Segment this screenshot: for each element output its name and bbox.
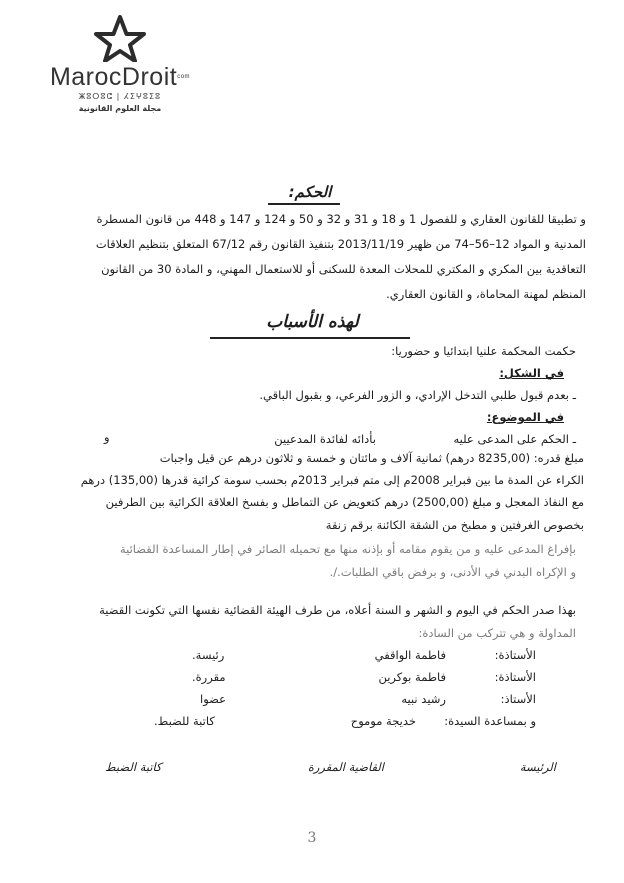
panel-name: خديجة موموح xyxy=(350,714,416,728)
merits-conjunction: و xyxy=(104,430,110,444)
reasons-underline xyxy=(210,337,410,339)
merits-line: مبلغ قدره: (8235,00 درهم) ثمانية آلاف و مائتان و خمسة و ثلاثون درهم عن قيل واجبات xyxy=(159,451,584,465)
panel-role: رئيسة. xyxy=(192,648,225,662)
reasons-heading: لهذه الأسباب xyxy=(266,312,359,332)
panel-title: الأستاذة: xyxy=(494,648,536,662)
panel-role: مقررة. xyxy=(192,670,226,684)
signature-president: الرئيسة xyxy=(519,760,556,774)
form-line: ـ بعدم قبول طلبي التدخل الإرادي، و الزور الفرعي، و بقبول الباقي. xyxy=(259,388,576,402)
ruling-title: الحكم: xyxy=(288,183,332,201)
merits-line: بخصوص الغرفتين و مطبخ من الشقة الكائنة برقم زنقة xyxy=(325,518,584,532)
logo-tifinagh: ⵥⵓⵔⵓⵛ | ⵃⵉⵖⵓⵉⵓ xyxy=(78,92,162,101)
star-icon xyxy=(94,14,146,62)
intro-line: المدنية و المواد 12–56–74 من ظهير 2013/11/19 بتنفيذ القانون رقم 67/12 المتعلق بتنظيم العلاقات xyxy=(95,237,586,251)
merits-line: الكراء عن المدة ما بين فبراير 2008م إلى متم فبراير 2013م بحسب سومة كرائية قدرها (135,00) درهم xyxy=(80,473,584,487)
closing-line: بهذا صدر الحكم في اليوم و الشهر و السنة أعلاه، من طرف الهيئة القضائية نفسها التي تكونت القضية xyxy=(99,603,576,617)
merits-defendant: ـ الحكم على المدعى عليه xyxy=(453,432,576,446)
panel-title: و بمساعدة السيدة: xyxy=(444,714,536,728)
merits-heading: في الموضوع: xyxy=(486,410,564,424)
intro-line: المنظم لمهنة المحاماة، و القانون العقاري. xyxy=(386,287,586,301)
closing-line: المداولة و هي تتركب من السادة: xyxy=(418,626,576,640)
form-heading: في الشكل: xyxy=(499,366,564,380)
panel-role: كاتبة للضبط. xyxy=(154,714,215,728)
panel-role: عضوا xyxy=(200,692,226,706)
ruling-intro: حكمت المحكمة علنيا ابتدائيا و حضوريا: xyxy=(391,344,576,358)
logo xyxy=(40,14,200,134)
panel-name: فاطمة بوكرين xyxy=(378,670,446,684)
title-underline xyxy=(268,203,340,205)
page-number: 3 xyxy=(307,830,317,846)
eviction-line: بإفراغ المدعى عليه و من يقوم مقامه أو بإذنه منها مع تحميله الصائر في إطار المساعدة القضائية xyxy=(119,542,576,556)
signature-clerk: كاتبة الضبط xyxy=(105,760,162,774)
merits-plaintiffs: بأدائه لفائدة المدعيين xyxy=(274,432,376,446)
panel-name: فاطمة الواقفي xyxy=(374,648,446,662)
panel-name: رشيد نبيه xyxy=(401,692,446,706)
panel-title: الأستاذ: xyxy=(500,692,536,706)
logo-name: MarocDroit$^{com}$ xyxy=(49,63,191,91)
intro-line: و تطبيقا للقانون العقاري و للفصول 1 و 18 و 31 و 32 و 50 و 124 و 147 و 448 من قانون المسطرة xyxy=(96,212,586,226)
panel-title: الأستاذة: xyxy=(494,670,536,684)
signature-rapporteur: القاضية المقررة xyxy=(307,760,384,774)
merits-line: مع النفاذ المعجل و مبلغ (2500,00) درهم كتعويض عن التماطل و بفسخ العلاقة الكرائية بين الطرفين xyxy=(105,495,584,509)
intro-line: التعاقدية بين المكري و المكتري للمحلات المعدة للسكنى أو للاستعمال المهني، و المادة 30 من القانون xyxy=(101,262,586,276)
eviction-line: و الإكراه البدني في الأدنى، و برفض باقي الطلبات./. xyxy=(329,565,576,579)
logo-subtitle: مجلة العلوم القانونية xyxy=(78,104,162,113)
